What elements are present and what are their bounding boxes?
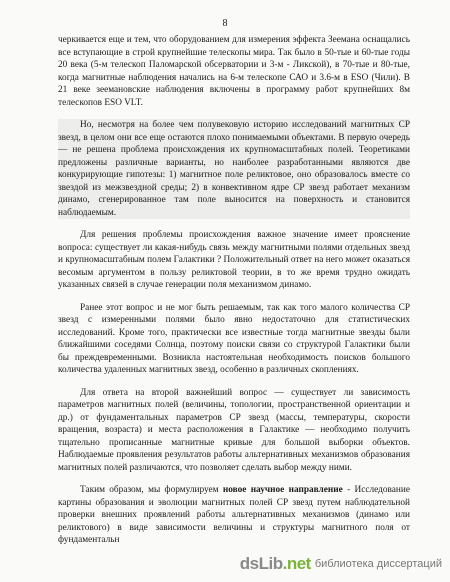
site-watermark: [240, 554, 442, 574]
paragraph-3: Для решения проблемы происхождения важное значение имеет прояснение вопроса: существует ли какая-нибудь связь между магнитными полями отдельных звезд и крупномасштабным полем Галактики ? Положительный ответ на него может оказаться весомым аргументом в пользу реликтовой теории, в то же время трудно ожидать указанных связей в случае генерации поля механизмом динамо.: [58, 230, 410, 290]
page-number: 8: [222, 18, 228, 29]
paragraph-6: [58, 484, 410, 547]
paragraph-4: Ранее этот вопрос и не мог быть решаемым, так как того малого количества СР звезд с измеренными полями было явно недостаточно для статистических исследований. Кроме того, практически все известные тогда магнитные звезды были ближайшими соседями Солнца, поэтому поиски связи со структурой Галактики были бы преждевременными. Возникла настоятельная необходимость поисков большого количества удаленных магнитных звезд, особенно в различных скоплениях.: [58, 302, 410, 375]
paragraph-6-emphasis: новое научное направление: [222, 485, 343, 495]
watermark-logo-accent: .net: [282, 554, 311, 573]
watermark-logo-main: dsLib: [239, 554, 283, 573]
paragraph-6-tail: - Исследование картины образования и эволюции магнитных полей СР звезд путем наблюдательной проверки внешних проявлений работы альтернативных механизмов (динамо или реликтового) в виде зависимости величины и структуры магнитного поля от фундаментальн: [58, 485, 410, 545]
paragraph-5: Для ответа на второй важнейший вопрос — существует ли зависимость параметров магнитных полей (величины, топологии, пространственной ориентации и др.) от фундаментальных параметров СР звезд (массы, температуры, скорости вращения, возраста) и места расположения в Галактике — необходимо получить тщательно прописанные магнитные кривые для большой выборки объектов. Наблюдаемые проявления результатов работы альтернативных механизмов образования магнитных полей различаются, что позволяет сделать выбор между ними.: [58, 387, 410, 473]
paragraph-2: Но, несмотря на более чем полувековую историю исследований магнитных СР звезд, в целом они все еще остаются плохо понимаемыми объектами. В первую очередь — не решена проблема происхождения их крупномасштабных полей. Теоретиками предложены различные варианты, но наиболее разработанными являются две конкурирующие гипотезы: 1) магнитное поле реликтовое, оно образовалось вместе со звездой из межзвездной среды; 2) в конвективном ядре СР звезд работает механизм динамо, сгенерированное там поле выносится на поверхность и становится наблюдаемым.: [58, 120, 410, 218]
watermark-caption: библиотека диссертаций: [314, 558, 442, 570]
paragraph-6-lead: Таким образом, мы формулируем: [80, 485, 223, 495]
watermark-logo: [240, 554, 311, 574]
paragraph-1: черкивается еще и тем, что оборудованием для измерения эффекта Зеемана оснащались все вступающие в строй крупнейшие телескопы мира. Так было в 50-тые и 60-тые годы 20 века (5-м телескоп Паломарской обсерватории и 3-м - Ликской), в 70-тые и 80-тые, когда магнитные наблюдения начались на 6-м телескопе САО и 3.6-м в ESO (Чили). В 21 веке зеемановские наблюдения включены в программу работ крупнейших 8м телескопов ESO VLT.: [58, 35, 410, 108]
document-body: [58, 34, 410, 557]
